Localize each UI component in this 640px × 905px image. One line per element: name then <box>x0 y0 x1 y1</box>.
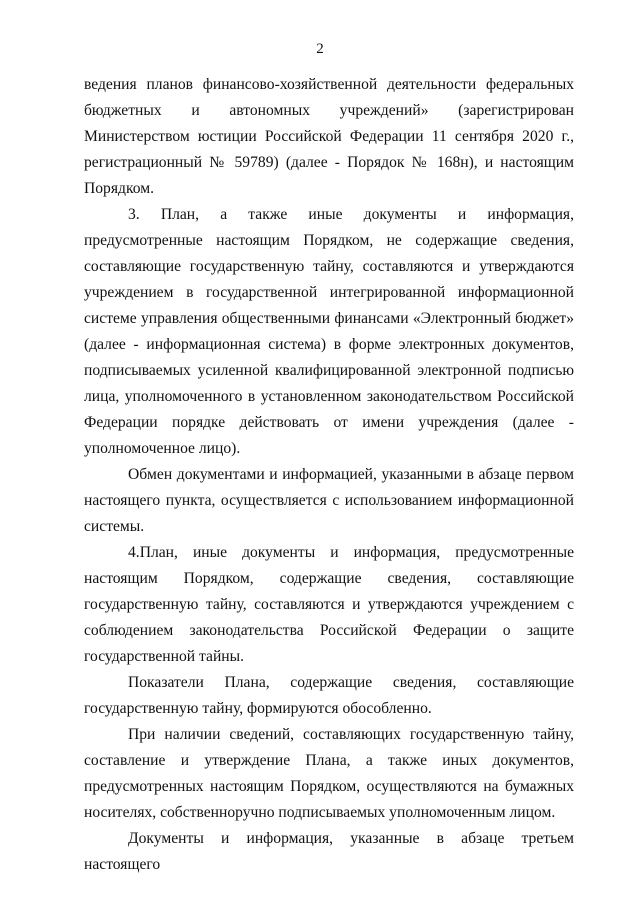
paragraph-indicators: Показатели Плана, содержащие сведения, составляющие государственную тайну, формируются обособленно. <box>84 674 574 717</box>
paragraph-item-4: 4.План, иные документы и информация, предусмотренные настоящим Порядком, содержащие сведения, составляющие государственную тайну, составляются и утверждаются учреждением с соблюдением законодательства Российской Федерации о защите государственной тайны. <box>84 544 574 665</box>
page-number: 2 <box>316 41 324 57</box>
paragraph-continuation: ведения планов финансово-хозяйственной деятельности федеральных бюджетных и автономных учреждений» (зарегистрирован Министерством юстиции Российской Федерации 11 сентября 2020 г., регистрационный № 59789) (далее - Порядок № 168н), и настоящим Порядком. <box>84 76 574 197</box>
paragraph-exchange: Обмен документами и информацией, указанными в абзаце первом настоящего пункта, осуществляется с использованием информационной системы. <box>84 466 574 535</box>
paragraph-paper-documents: При наличии сведений, составляющих государственную тайну, составление и утверждение Плана, а также иных документов, предусмотренных настоящим Порядком, осуществляются на бумажных носителях, собственноручно подписываемых уполномоченным лицом. <box>84 726 574 821</box>
document-body <box>84 72 574 878</box>
paragraph-item-3: 3. План, а также иные документы и информация, предусмотренные настоящим Порядком, не содержащие сведения, составляющие государственную тайну, составляются и утверждаются учреждением в государственной интегрированной информационной системе управления общественными финансами «Электронный бюджет» (далее - информационная система) в форме электронных документов, подписываемых усиленной квалифицированной электронной подписью лица, уполномоченного в установленном законодательством Российской Федерации порядке действовать от имени учреждения (далее - уполномоченное лицо). <box>84 206 574 457</box>
paragraph-documents-info: Документы и информация, указанные в абзаце третьем настоящего <box>84 830 574 873</box>
